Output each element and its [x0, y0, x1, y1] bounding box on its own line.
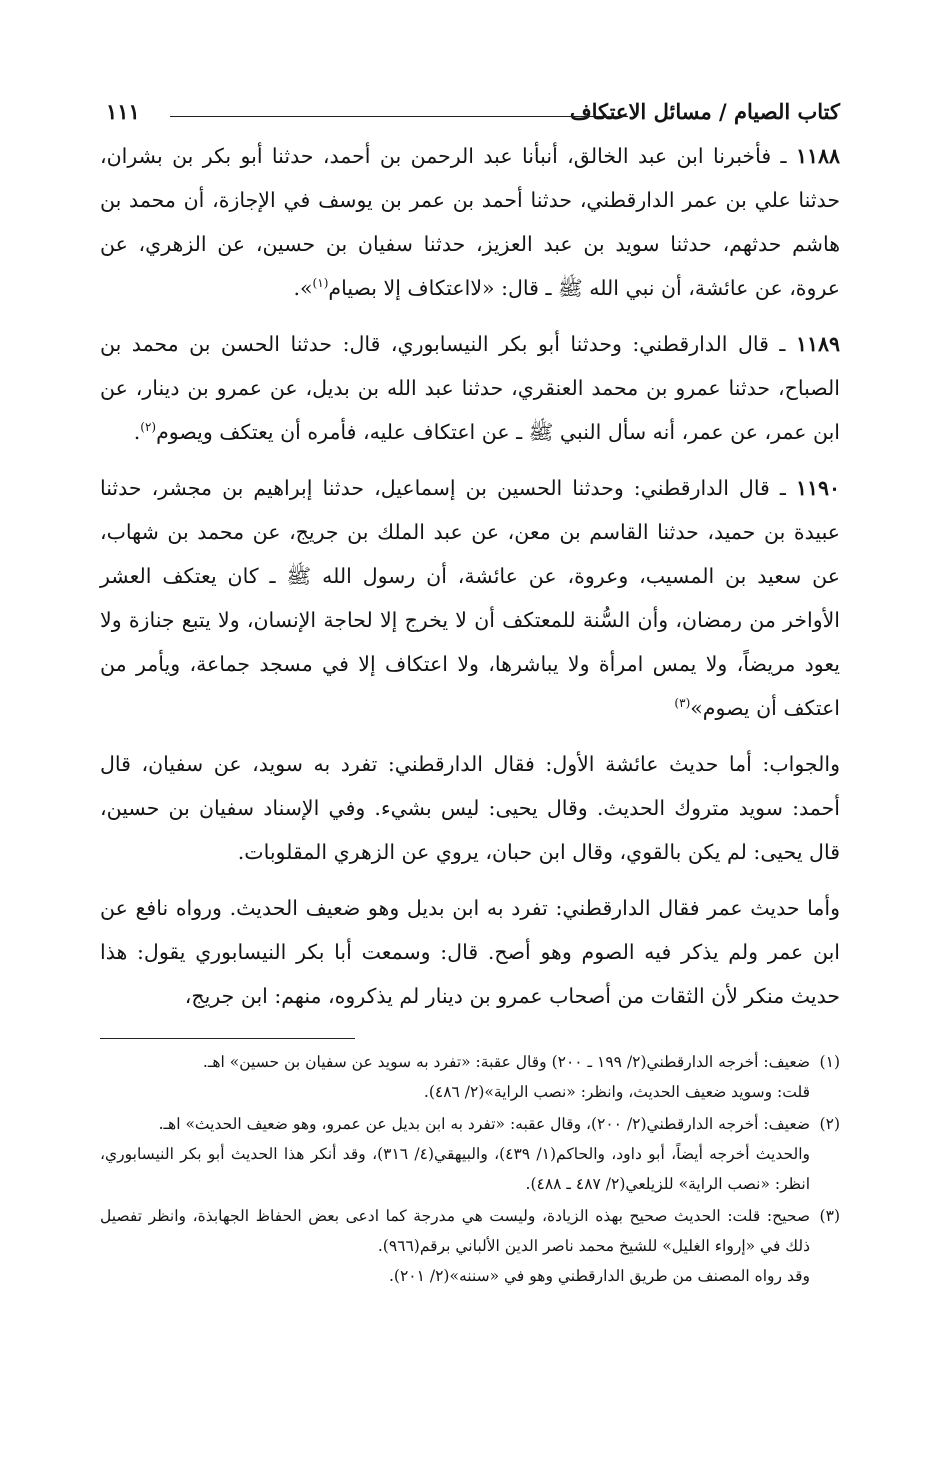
- hadith-1188: [100, 134, 840, 310]
- footnote-line: ضعيف: أخرجه الدارقطني(٢/ ٢٠٠)، وقال عقبه: «تفرد به ابن بديل عن عمرو، وهو ضعيف الحديث» اهـ.: [158, 1115, 810, 1133]
- footnote-ref: (١): [312, 276, 329, 291]
- main-text: [100, 134, 840, 1018]
- hadith-text: ـ فأخبرنا ابن عبد الخالق، أنبأنا عبد الرحمن بن أحمد، حدثنا أبو بكر بن بشران، حدثنا علي بن عمر الدارقطني، حدثنا أحمد بن عمر بن يوسف في الإجازة، أن محمد بن هاشم حدثهم، حدثنا سويد بن عبد العزيز، حدثنا سفيان بن حسين، عن الزهري، عن عروة، عن عائشة، أن نبي الله ﷺ ـ قال: «لااعتكاف إلا بصيام: [100, 144, 840, 300]
- footnote-line: ضعيف: أخرجه الدارقطني(٢/ ١٩٩ ـ ٢٠٠) وقال عقبة: «تفرد به سويد عن سفيان بن حسين» اهـ.: [202, 1053, 810, 1071]
- footnote-line: قلت: وسويد ضعيف الحديث، وانظر: «نصب الراية»(٢/ ٤٨٦).: [423, 1083, 810, 1101]
- footnote-line: وقد رواه المصنف من طريق الدارقطني وهو في «سننه»(٢/ ٢٠١).: [388, 1267, 810, 1285]
- footnote-line: والحديث أخرجه أيضاً، أبو داود، والحاكم(١/ ٤٣٩)، والبيهقي(٤/ ٣١٦)، وقد أنكر هذا الحديث أبو بكر النيسابوري، انظر: «نصب الراية» للزيلعي(٢/ ٤٨٧ ـ ٤٨٨).: [100, 1145, 810, 1193]
- footnote-ref: (٢): [140, 420, 157, 435]
- hadith-number: ١١٨٩: [795, 332, 840, 356]
- umar-hadith-paragraph: [100, 886, 840, 1018]
- hadith-number: ١١٨٨: [795, 144, 840, 168]
- footnotes: [100, 1047, 840, 1291]
- footnote-ref: (٣): [674, 696, 691, 711]
- footnote-number: (١): [819, 1053, 840, 1071]
- running-title: كتاب الصيام / مسائل الاعتكاف: [569, 99, 840, 124]
- hadith-1190: [100, 466, 840, 730]
- footnote-number: (٣): [819, 1207, 840, 1225]
- page: [100, 90, 840, 1293]
- hadith-end: ».: [293, 276, 313, 300]
- answer-paragraph: [100, 742, 840, 874]
- hadith-text: ـ قال الدارقطني: وحدثنا أبو بكر النيسابوري، قال: حدثنا الحسن بن محمد بن الصباح، حدثنا عمرو بن محمد العنقري، حدثنا عبد الله بن بديل، عن عمرو بن دينار، عن ابن عمر، عن عمر، أنه سأل النبي ﷺ ـ عن اعتكاف عليه، فأمره أن يعتكف ويصوم: [100, 332, 840, 444]
- footnote-separator: [100, 1038, 355, 1039]
- header-rule: [170, 116, 628, 117]
- hadith-1189: [100, 322, 840, 454]
- page-number: ١١١: [106, 99, 140, 124]
- paragraph-text: والجواب: أما حديث عائشة الأول: فقال الدارقطني: تفرد به سويد، عن سفيان، قال أحمد: سويد متروك الحديث. وقال يحيى: ليس بشيء. وفي الإسناد سفيان بن حسين، قال يحيى: لم يكن بالقوي، وقال ابن حبان، يروي عن الزهري المقلوبات.: [100, 752, 840, 864]
- hadith-end: .: [133, 420, 141, 444]
- footnote-2: [100, 1109, 840, 1199]
- footnote-line: صحيح: قلت: الحديث صحيح بهذه الزيادة، وليست هي مدرجة كما ادعى بعض الحفاظ الجهابذة، وانظر تفصيل ذلك في «إرواء الغليل» للشيخ محمد ناصر الدين الألباني برقم(٩٦٦).: [100, 1207, 810, 1255]
- hadith-number: ١١٩٠: [795, 476, 840, 500]
- footnote-1: [100, 1047, 840, 1107]
- hadith-text: ـ قال الدارقطني: وحدثنا الحسين بن إسماعيل، حدثنا إبراهيم بن مجشر، حدثنا عبيدة بن حميد، حدثنا القاسم بن معن، عن عبد الملك بن جريج، عن محمد بن شهاب، عن سعيد بن المسيب، وعروة، عن عائشة، أن رسول الله ﷺ ـ كان يعتكف العشر الأواخر من رمضان، وأن السُّنة للمعتكف أن لا يخرج إلا لحاجة الإنسان، ولا يتبع جنازة ولا يعود مريضاً، ولا يمس امرأة ولا يباشرها، ولا اعتكاف إلا في مسجد جماعة، ويأمر من اعتكف أن يصوم»: [100, 476, 840, 720]
- footnote-3: [100, 1201, 840, 1291]
- footnote-number: (٢): [819, 1115, 840, 1133]
- paragraph-text: وأما حديث عمر فقال الدارقطني: تفرد به ابن بديل وهو ضعيف الحديث. ورواه نافع عن ابن عمر ولم يذكر فيه الصوم وهو أصح. قال: وسمعت أبا بكر النيسابوري يقول: هذا حديث منكر لأن الثقات من أصحاب عمرو بن دينار لم يذكروه، منهم: ابن جريج،: [100, 896, 840, 1008]
- page-header: [100, 90, 840, 134]
